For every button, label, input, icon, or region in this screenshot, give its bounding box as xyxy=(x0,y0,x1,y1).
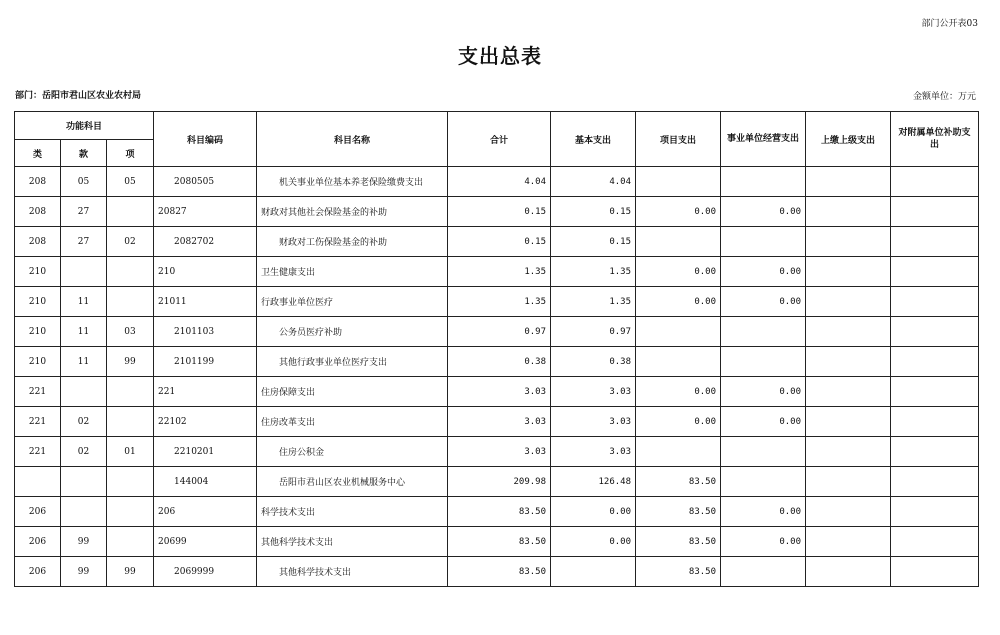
cell-name: 住房保障支出 xyxy=(257,377,448,407)
cell-basic: 0.00 xyxy=(551,527,636,557)
cell-basic: 0.00 xyxy=(551,497,636,527)
cell-name: 公务员医疗补助 xyxy=(257,317,448,347)
cell-lei: 208 xyxy=(15,227,61,257)
cell-subsidy xyxy=(891,257,979,287)
cell-lei: 208 xyxy=(15,167,61,197)
cell-project: 83.50 xyxy=(636,527,721,557)
cell-business: 0.00 xyxy=(721,527,806,557)
cell-name: 其他科学技术支出 xyxy=(257,557,448,587)
expenditure-table xyxy=(14,111,979,587)
cell-code: 21011 xyxy=(154,287,257,317)
cell-kuan: 27 xyxy=(61,227,107,257)
cell-project xyxy=(636,317,721,347)
cell-lei: 221 xyxy=(15,407,61,437)
cell-total: 4.04 xyxy=(448,167,551,197)
cell-basic: 4.04 xyxy=(551,167,636,197)
cell-subsidy xyxy=(891,197,979,227)
table-row xyxy=(15,227,979,257)
cell-upper xyxy=(806,197,891,227)
cell-lei xyxy=(15,467,61,497)
cell-basic: 0.15 xyxy=(551,197,636,227)
cell-xiang: 99 xyxy=(107,557,154,587)
header-total: 合计 xyxy=(448,112,551,167)
cell-subsidy xyxy=(891,167,979,197)
cell-business xyxy=(721,317,806,347)
header-business: 事业单位经营支出 xyxy=(721,112,806,167)
cell-code: 2101199 xyxy=(154,347,257,377)
cell-business: 0.00 xyxy=(721,377,806,407)
form-code: 部门公开表03 xyxy=(921,19,978,29)
table-row xyxy=(15,377,979,407)
cell-basic xyxy=(551,557,636,587)
cell-business xyxy=(721,227,806,257)
cell-code: 2101103 xyxy=(154,317,257,347)
cell-total: 0.97 xyxy=(448,317,551,347)
cell-subsidy xyxy=(891,287,979,317)
cell-lei: 221 xyxy=(15,437,61,467)
cell-upper xyxy=(806,527,891,557)
cell-upper xyxy=(806,437,891,467)
table-row xyxy=(15,257,979,287)
cell-xiang: 99 xyxy=(107,347,154,377)
cell-upper xyxy=(806,407,891,437)
cell-project: 0.00 xyxy=(636,257,721,287)
cell-subsidy xyxy=(891,347,979,377)
table-row xyxy=(15,557,979,587)
header-project: 项目支出 xyxy=(636,112,721,167)
cell-name: 住房公积金 xyxy=(257,437,448,467)
cell-upper xyxy=(806,467,891,497)
cell-subsidy xyxy=(891,317,979,347)
cell-name: 科学技术支出 xyxy=(257,497,448,527)
cell-business: 0.00 xyxy=(721,257,806,287)
cell-kuan: 11 xyxy=(61,347,107,377)
cell-lei: 210 xyxy=(15,347,61,377)
cell-xiang xyxy=(107,257,154,287)
header-subsidy: 对附属单位补助支出 xyxy=(891,112,979,167)
cell-business xyxy=(721,467,806,497)
cell-xiang: 01 xyxy=(107,437,154,467)
header-basic: 基本支出 xyxy=(551,112,636,167)
cell-basic: 3.03 xyxy=(551,377,636,407)
cell-kuan: 11 xyxy=(61,287,107,317)
cell-upper xyxy=(806,347,891,377)
cell-name: 住房改革支出 xyxy=(257,407,448,437)
cell-project: 83.50 xyxy=(636,557,721,587)
cell-business xyxy=(721,557,806,587)
cell-kuan xyxy=(61,257,107,287)
cell-total: 0.15 xyxy=(448,197,551,227)
header-xiang: 项 xyxy=(107,140,154,167)
cell-xiang: 02 xyxy=(107,227,154,257)
cell-xiang: 05 xyxy=(107,167,154,197)
cell-total: 3.03 xyxy=(448,377,551,407)
cell-business: 0.00 xyxy=(721,287,806,317)
cell-subsidy xyxy=(891,377,979,407)
cell-subsidy xyxy=(891,407,979,437)
cell-business: 0.00 xyxy=(721,197,806,227)
cell-total: 1.35 xyxy=(448,257,551,287)
table-row xyxy=(15,437,979,467)
cell-code: 2082702 xyxy=(154,227,257,257)
cell-name: 财政对工伤保险基金的补助 xyxy=(257,227,448,257)
cell-lei: 206 xyxy=(15,527,61,557)
cell-code: 2080505 xyxy=(154,167,257,197)
cell-total: 83.50 xyxy=(448,497,551,527)
table-row xyxy=(15,167,979,197)
header-name: 科目名称 xyxy=(257,112,448,167)
cell-lei: 221 xyxy=(15,377,61,407)
cell-subsidy xyxy=(891,527,979,557)
cell-kuan xyxy=(61,377,107,407)
cell-lei: 210 xyxy=(15,287,61,317)
cell-code: 22102 xyxy=(154,407,257,437)
cell-lei: 206 xyxy=(15,557,61,587)
cell-subsidy xyxy=(891,497,979,527)
cell-xiang xyxy=(107,407,154,437)
table-row xyxy=(15,527,979,557)
cell-upper xyxy=(806,167,891,197)
cell-kuan xyxy=(61,467,107,497)
cell-name: 财政对其他社会保险基金的补助 xyxy=(257,197,448,227)
table-row xyxy=(15,317,979,347)
cell-xiang xyxy=(107,497,154,527)
cell-basic: 0.38 xyxy=(551,347,636,377)
cell-kuan: 05 xyxy=(61,167,107,197)
cell-lei: 210 xyxy=(15,317,61,347)
cell-total: 1.35 xyxy=(448,287,551,317)
cell-subsidy xyxy=(891,467,979,497)
cell-kuan: 99 xyxy=(61,557,107,587)
cell-basic: 3.03 xyxy=(551,407,636,437)
cell-name: 机关事业单位基本养老保险缴费支出 xyxy=(257,167,448,197)
cell-business: 0.00 xyxy=(721,407,806,437)
cell-total: 83.50 xyxy=(448,557,551,587)
cell-code: 206 xyxy=(154,497,257,527)
cell-total: 3.03 xyxy=(448,407,551,437)
cell-xiang xyxy=(107,467,154,497)
cell-xiang xyxy=(107,377,154,407)
cell-kuan: 11 xyxy=(61,317,107,347)
amount-unit-label: 金额单位：万元 xyxy=(912,92,976,102)
cell-project xyxy=(636,347,721,377)
cell-project: 83.50 xyxy=(636,467,721,497)
cell-total: 3.03 xyxy=(448,437,551,467)
table-row xyxy=(15,197,979,227)
cell-name: 卫生健康支出 xyxy=(257,257,448,287)
header-kuan: 款 xyxy=(61,140,107,167)
header-func-subject: 功能科目 xyxy=(15,112,154,140)
header-lei: 类 xyxy=(15,140,61,167)
cell-xiang xyxy=(107,197,154,227)
department-label: 部门：岳阳市君山区农业农村局 xyxy=(15,91,142,101)
cell-total: 83.50 xyxy=(448,527,551,557)
cell-code: 144004 xyxy=(154,467,257,497)
cell-business xyxy=(721,167,806,197)
cell-upper xyxy=(806,557,891,587)
cell-name: 其他科学技术支出 xyxy=(257,527,448,557)
cell-project: 0.00 xyxy=(636,197,721,227)
cell-subsidy xyxy=(891,437,979,467)
cell-project: 83.50 xyxy=(636,497,721,527)
header-upper: 上缴上级支出 xyxy=(806,112,891,167)
cell-project xyxy=(636,437,721,467)
cell-xiang xyxy=(107,287,154,317)
cell-upper xyxy=(806,287,891,317)
cell-kuan: 02 xyxy=(61,407,107,437)
cell-business xyxy=(721,347,806,377)
cell-project: 0.00 xyxy=(636,287,721,317)
cell-project xyxy=(636,227,721,257)
cell-kuan xyxy=(61,497,107,527)
cell-basic: 126.48 xyxy=(551,467,636,497)
cell-basic: 1.35 xyxy=(551,287,636,317)
table-row xyxy=(15,287,979,317)
cell-lei: 208 xyxy=(15,197,61,227)
table-row xyxy=(15,467,979,497)
cell-basic: 1.35 xyxy=(551,257,636,287)
table-row xyxy=(15,347,979,377)
cell-xiang: 03 xyxy=(107,317,154,347)
cell-upper xyxy=(806,317,891,347)
cell-kuan: 02 xyxy=(61,437,107,467)
cell-lei: 206 xyxy=(15,497,61,527)
cell-upper xyxy=(806,257,891,287)
cell-subsidy xyxy=(891,227,979,257)
cell-code: 210 xyxy=(154,257,257,287)
cell-total: 0.15 xyxy=(448,227,551,257)
cell-name: 行政事业单位医疗 xyxy=(257,287,448,317)
cell-code: 20827 xyxy=(154,197,257,227)
cell-lei: 210 xyxy=(15,257,61,287)
table-row xyxy=(15,407,979,437)
cell-upper xyxy=(806,497,891,527)
cell-name: 岳阳市君山区农业机械服务中心 xyxy=(257,467,448,497)
cell-code: 221 xyxy=(154,377,257,407)
cell-xiang xyxy=(107,527,154,557)
cell-basic: 3.03 xyxy=(551,437,636,467)
cell-code: 2069999 xyxy=(154,557,257,587)
cell-code: 2210201 xyxy=(154,437,257,467)
cell-upper xyxy=(806,227,891,257)
cell-total: 209.98 xyxy=(448,467,551,497)
cell-total: 0.38 xyxy=(448,347,551,377)
cell-project: 0.00 xyxy=(636,407,721,437)
cell-business xyxy=(721,437,806,467)
cell-subsidy xyxy=(891,557,979,587)
cell-project: 0.00 xyxy=(636,377,721,407)
cell-name: 其他行政事业单位医疗支出 xyxy=(257,347,448,377)
cell-kuan: 27 xyxy=(61,197,107,227)
table-row xyxy=(15,497,979,527)
header-code: 科目编码 xyxy=(154,112,257,167)
cell-kuan: 99 xyxy=(61,527,107,557)
page-title: 支出总表 xyxy=(458,44,542,68)
cell-business: 0.00 xyxy=(721,497,806,527)
cell-basic: 0.97 xyxy=(551,317,636,347)
cell-upper xyxy=(806,377,891,407)
cell-basic: 0.15 xyxy=(551,227,636,257)
cell-code: 20699 xyxy=(154,527,257,557)
cell-project xyxy=(636,167,721,197)
